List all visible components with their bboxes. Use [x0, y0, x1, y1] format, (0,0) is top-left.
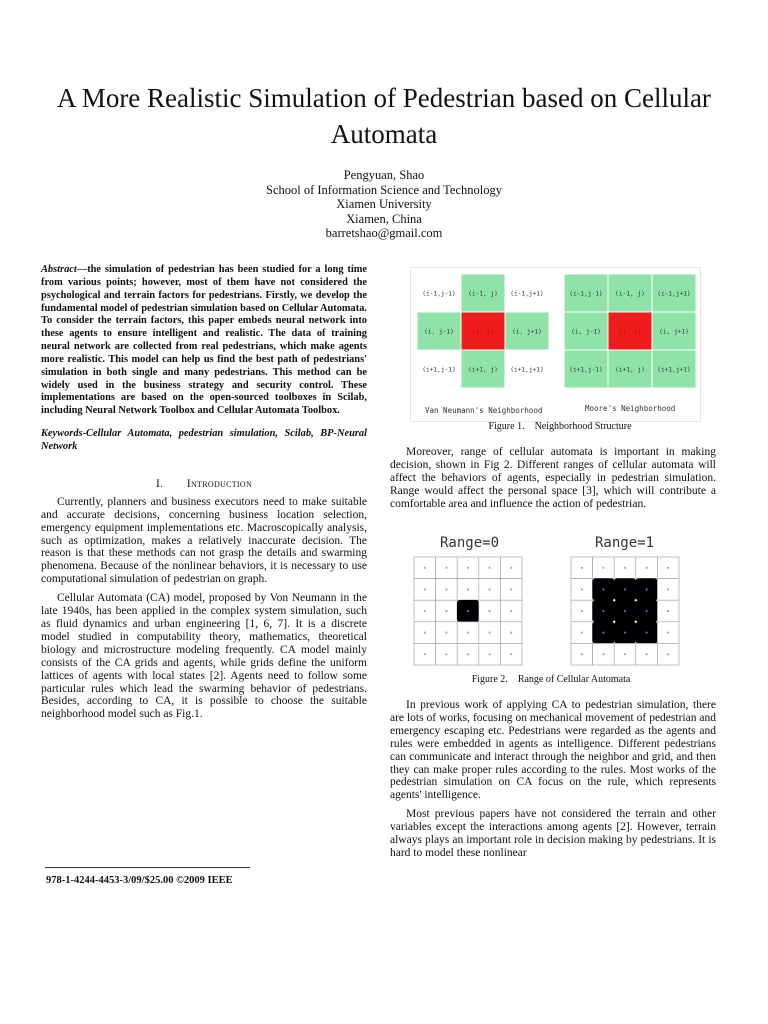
- range-cell-dot: [602, 632, 604, 634]
- range-cell-dot: [581, 567, 583, 569]
- intro-paragraph-1: Currently, planners and business executors need to make suitable and accurate decisions, concerning business location selection, emergency equipment implementations etc. Macroscopically analysis, such as optimization, makes a relatively inaccurate decision. The reason is that these methods can not grasp the details and swarming phenomena. Because of the nonlinear behaviors, it is necessary to use computational simulation of pedestrian on graph.: [41, 495, 367, 586]
- range-cell-dot: [445, 588, 447, 590]
- neighborhood-cell-label: (i+1,j-1): [422, 366, 456, 374]
- range-1-grid: [571, 557, 679, 665]
- range-cell-dot: [489, 632, 491, 634]
- range-cell-dot: [424, 610, 426, 612]
- range-cell-dot: [646, 632, 648, 634]
- neighborhood-cell-label: (i-1,j+1): [510, 290, 544, 298]
- range-cell-dot: [467, 610, 469, 612]
- range-cell-dot: [510, 653, 512, 655]
- range-0-grid: [414, 557, 522, 665]
- range-cell-dot: [581, 610, 583, 612]
- range-cell-dot: [510, 567, 512, 569]
- range-cell-dot: [489, 567, 491, 569]
- intro-paragraph-2: Cellular Automata (CA) model, proposed by Von Neumann in the late 1940s, has been applied in the complex system simulation, such as fluid dynamics and urban engineering [1, 6, 7]. It is a discrete model studied in computability theory, mathematics, theoretical biology and microstructure modeling frequently. CA model mainly consists of the CA grids and agents, while grids define the uniform lattices of agents with local states [2]. Agents need to follow some particular rules which lead the swarming behavior of pedestrians. Besides, according to CA, it is possible to choose the suitable neighborhood model such as Fig.1.: [41, 592, 367, 721]
- range-cell-dot: [445, 567, 447, 569]
- terrain-paragraph: Most previous papers have not considered the terrain and other variables except the interactions among agents [2]. However, terrain always plays an important role in decision making by pedestrians. It is hard to model these nonlinear: [390, 808, 716, 859]
- right-column-top: [390, 446, 716, 511]
- range-cell-dot: [667, 632, 669, 634]
- range-cell-dot: [467, 653, 469, 655]
- range-cell-dot: [489, 588, 491, 590]
- range-cell-dot: [445, 632, 447, 634]
- range-1-label: Range=1: [595, 535, 655, 551]
- von-neumann-grid: [417, 274, 549, 388]
- range-cell-dot: [445, 653, 447, 655]
- neighborhood-cell-label: (i-1,j-1): [569, 290, 603, 298]
- figure-2-range-of-ca: [410, 532, 686, 669]
- neighborhood-cell-label: (i, j): [471, 328, 495, 336]
- moore-grid: [564, 274, 696, 388]
- figure-2-caption-label: Figure 2.: [471, 674, 508, 685]
- neighborhood-cell-label: (i-1,j-1): [422, 290, 456, 298]
- author-name: Pengyuan, Shao: [343, 168, 425, 182]
- right-column-bottom: [390, 699, 716, 860]
- range-cell-dot: [581, 653, 583, 655]
- neighborhood-cell-label: (i-1, j): [615, 290, 645, 298]
- range-cell-dot: [467, 632, 469, 634]
- author-block: [150, 168, 618, 241]
- neighborhood-cell-label: (i, j-1): [571, 328, 601, 336]
- section-heading-introduction: I. Introduction: [155, 477, 253, 490]
- range-cell-dot: [667, 610, 669, 612]
- figure-2-graphic: [410, 532, 686, 669]
- author-university: Xiamen University: [336, 197, 432, 211]
- range-cell-dot: [646, 610, 648, 612]
- figure-1-graphic: [411, 268, 700, 421]
- keywords: Keywords-Cellular Automata, pedestrian simulation, Scilab, BP-Neural Network: [41, 428, 367, 452]
- figure-2-caption-text: Range of Cellular Automata: [517, 674, 631, 685]
- previous-work-paragraph: In previous work of applying CA to pedestrian simulation, there are lots of works, focusing on mechanical movement of pedestrian and emergency escaping etc. Pedestrians were regarded as the agents and rules were embedded in agents as intelligence. Different pedestrians can communicate and interact through the neighbor and grid, and then they can make proper rules according to the rules. Most works of the pedestrian simulation on CA focus on the rule, which represents agents' intelligence.: [390, 699, 716, 802]
- abstract: [41, 264, 367, 418]
- range-cell-dot: [581, 588, 583, 590]
- neighborhood-cell-label: (i, j-1): [424, 328, 454, 336]
- range-paragraph: Moreover, range of cellular automata is important in making decision, shown in Fig 2. Different ranges of cellular automata will affect the behaviors of agents, especially in pedestrian simulation. Range would affect the personal space [3], which will contribute a comfortable area and influence the action of pedestrian.: [390, 446, 716, 510]
- author-location: Xiamen, China: [346, 211, 422, 226]
- range-cell-dot: [510, 588, 512, 590]
- figure-1-caption-text: Neighborhood Structure: [534, 421, 632, 432]
- range-cell-dot: [602, 653, 604, 655]
- range-cell-dot: [646, 567, 648, 569]
- range-cell-dot: [510, 632, 512, 634]
- range-cell-dot: [624, 632, 626, 634]
- neighborhood-cell-label: (i-1,j+1): [657, 290, 691, 298]
- paper-title: A More Realistic Simulation of Pedestrian based on Cellular Automata: [57, 83, 711, 149]
- neighborhood-cell-label: (i, j): [618, 328, 642, 336]
- neighborhood-cell-label: (i, j+1): [659, 328, 689, 336]
- copyright-footer: 978-1-4244-4453-3/09/$25.00 ©2009 IEEE: [46, 875, 233, 886]
- author-affiliation: School of Information Science and Technology: [266, 182, 502, 197]
- neighborhood-cell-label: (i+1,j-1): [569, 366, 603, 374]
- range-cell-dot: [445, 610, 447, 612]
- range-cell-dot: [424, 653, 426, 655]
- range-cell-dot: [646, 653, 648, 655]
- moore-label: Moore's Neighborhood: [585, 404, 676, 413]
- range-cell-dot: [667, 653, 669, 655]
- neighborhood-cell-label: (i+1,j+1): [657, 366, 691, 374]
- neighborhood-cell-label: (i-1, j): [468, 290, 498, 298]
- footer-rule: [45, 867, 250, 868]
- range-cell-dot: [667, 588, 669, 590]
- range-cell-dot: [624, 610, 626, 612]
- abstract-text: —the simulation of pedestrian has been studied for a long time from various points; however, most of them have not considered the psychological and terrain factors for pedestrians. Firstly, we develop the fundamental model of pedestrian simulation based on Cellular Automata. To consider the terrain factors, this paper embeds neural network into these agents to ensure intelligent and realistic. The data of training neural network are collected from real pedestrians, which make agents more realistic. This model can help us find the best path of pedestrians' simulation in both single and many pedestrians. This method can be widely used in the business strategy and security control. These implementations are based on the open-sourced toolboxes in Scilab, including Neural Network Toolbox and Cellular Automata Toolbox.: [41, 264, 367, 417]
- neighborhood-cell-label: (i+1,j+1): [510, 366, 544, 374]
- range-cell-dot: [624, 588, 626, 590]
- neighborhood-cell-label: (i, j+1): [512, 328, 542, 336]
- range-cell-dot: [602, 588, 604, 590]
- range-cell-dot: [424, 632, 426, 634]
- neighborhood-cell-label: (i+1, j): [615, 366, 645, 374]
- range-0-label: Range=0: [440, 535, 500, 551]
- range-cell-dot: [510, 610, 512, 612]
- range-cell-dot: [424, 588, 426, 590]
- range-cell-dot: [667, 567, 669, 569]
- figure-1-caption: [400, 421, 720, 432]
- range-cell-dot: [424, 567, 426, 569]
- range-cell-dot: [602, 610, 604, 612]
- range-cell-dot: [467, 567, 469, 569]
- range-cell-dot: [489, 610, 491, 612]
- figure-2-caption: [400, 674, 702, 685]
- von-neumann-label: Van Neumann's Neighborhood: [425, 406, 543, 415]
- figure-1-neighborhood-structure: [410, 267, 701, 422]
- author-email[interactable]: barretshao@gmail.com: [325, 226, 443, 240]
- range-cell-dot: [489, 653, 491, 655]
- neighborhood-cell-label: (i+1, j): [468, 366, 498, 374]
- range-cell-dot: [624, 567, 626, 569]
- left-column: [41, 264, 367, 721]
- range-cell-dot: [602, 567, 604, 569]
- range-cell-dot: [467, 588, 469, 590]
- range-cell-dot: [624, 653, 626, 655]
- abstract-lead: Abstract: [41, 264, 77, 275]
- range-cell-dot: [646, 588, 648, 590]
- figure-1-caption-label: Figure 1.: [488, 421, 525, 432]
- range-cell-dot: [581, 632, 583, 634]
